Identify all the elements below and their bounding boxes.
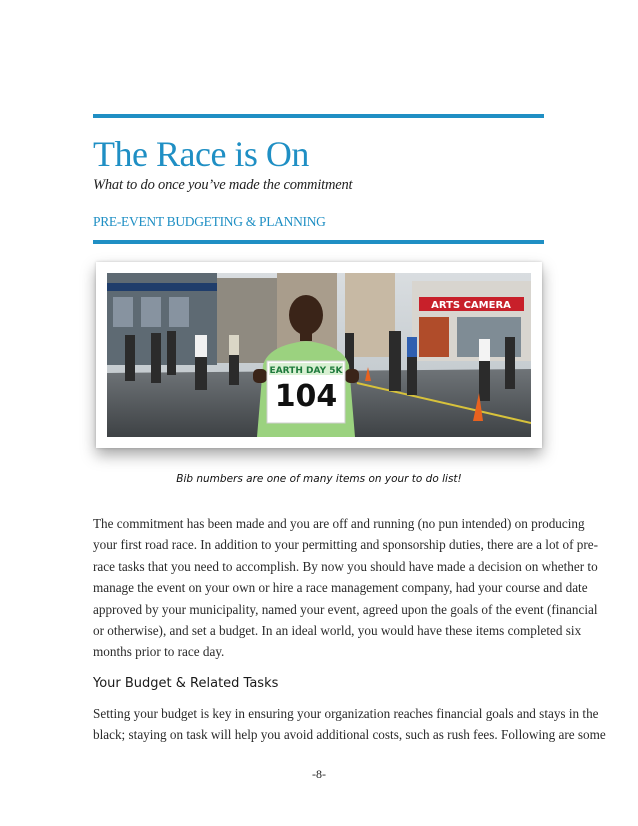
storefront-sign: ARTS CAMERA <box>431 300 511 311</box>
section-accent-rule <box>93 240 544 244</box>
paragraph-line: The commitment has been made and you are off and running (no pun intended) on producing <box>93 516 585 531</box>
budget-subheading: Your Budget & Related Tasks <box>93 676 279 691</box>
paragraph-line: manage the event on your own or hire a race management company, had your course and date <box>93 580 588 596</box>
paragraph-line: months prior to race day. <box>93 644 225 660</box>
budget-paragraph <box>93 703 606 746</box>
race-photo <box>107 273 531 437</box>
paragraph-line: black; staying on task will help you avoid additional costs, such as rush fees. Following are some <box>93 727 606 743</box>
page-number: -8- <box>312 767 326 781</box>
paragraph-line: race tasks that you need to accomplish. By now you should have made a decision on whether to <box>93 558 598 574</box>
race-photo-illustration <box>107 273 531 437</box>
paragraph-line: your first road race. In addition to your permitting and sponsorship duties, there are a lot of pre- <box>93 537 599 553</box>
photo-caption: Bib numbers are one of many items on your to do list! <box>176 473 462 485</box>
intro-paragraph <box>93 513 599 663</box>
top-accent-rule <box>93 114 544 118</box>
bib-event-name: EARTH DAY 5K <box>269 366 343 376</box>
page-title: The Race is On <box>93 134 309 174</box>
page-subtitle: What to do once you’ve made the commitment <box>93 177 353 193</box>
section-heading: PRE-EVENT BUDGETING & PLANNING <box>93 214 326 229</box>
bib-number: 104 <box>274 379 338 414</box>
paragraph-line: or otherwise), and set a budget. In an ideal world, you would have these items completed six <box>93 623 582 639</box>
photo-frame <box>96 262 542 448</box>
paragraph-line: Setting your budget is key in ensuring your organization reaches financial goals and stays in the <box>93 706 599 721</box>
paragraph-line: approved by your municipality, named your event, agreed upon the goals of the event (financial <box>93 601 598 617</box>
